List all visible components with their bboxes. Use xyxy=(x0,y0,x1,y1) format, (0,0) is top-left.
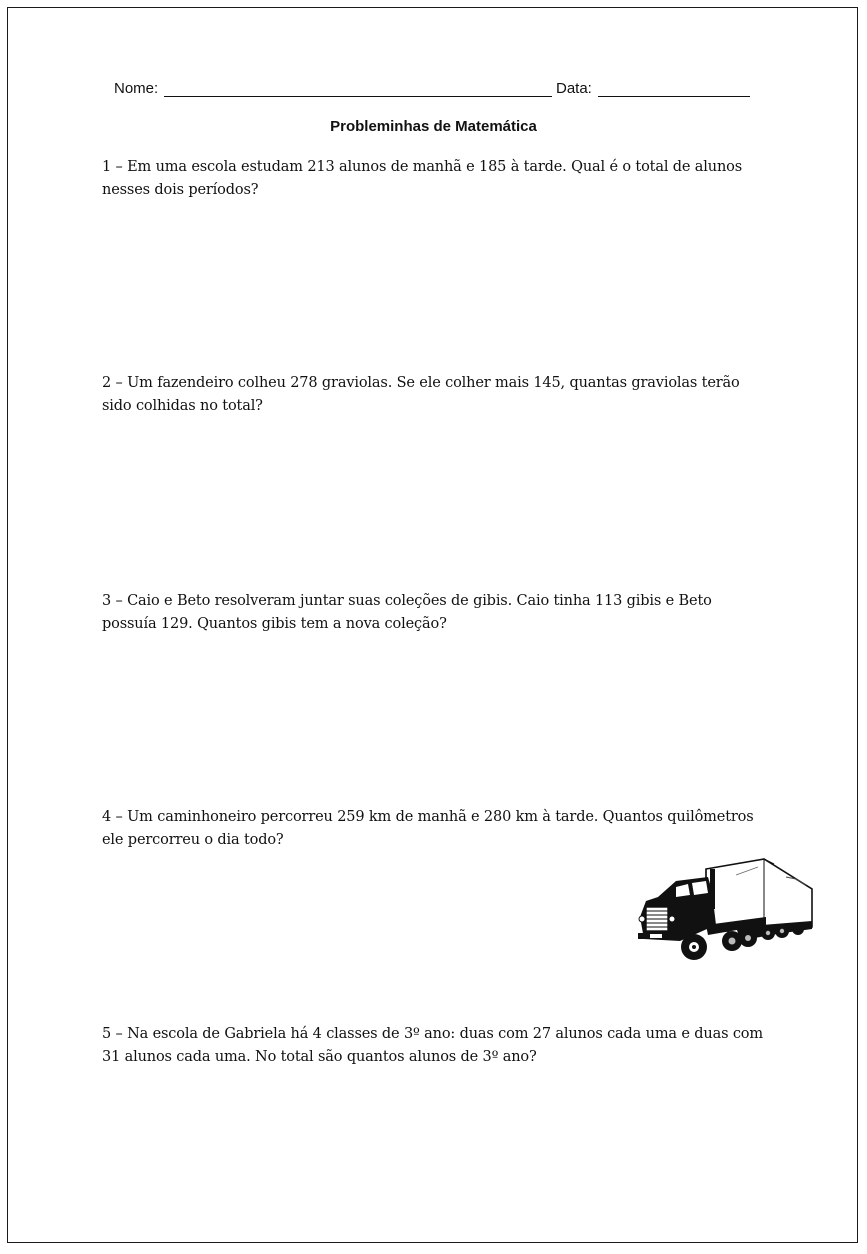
question-2 xyxy=(102,372,764,418)
date-field-line[interactable] xyxy=(598,96,750,97)
question-4 xyxy=(102,806,764,852)
question-2-line-1: 2 – Um fazendeiro colheu 278 graviolas. Se ele colher mais 145, quantas graviolas terão xyxy=(102,375,740,391)
question-5-line-2: 31 alunos cada uma. No total são quantos alunos de 3º ano? xyxy=(102,1049,537,1065)
header-fields xyxy=(114,78,754,100)
name-label: Nome: xyxy=(114,80,159,97)
name-field-line[interactable] xyxy=(164,96,552,97)
date-label: Data: xyxy=(556,80,592,97)
question-1-line-2: nesses dois períodos? xyxy=(102,182,259,198)
page-title: Probleminhas de Matemática xyxy=(330,118,537,135)
question-2-line-2: sido colhidas no total? xyxy=(102,398,263,414)
question-3-line-1: 3 – Caio e Beto resolveram juntar suas coleções de gibis. Caio tinha 113 gibis e Beto xyxy=(102,593,712,609)
question-3 xyxy=(102,590,764,636)
truck-icon xyxy=(636,855,814,967)
question-4-line-1: 4 – Um caminhoneiro percorreu 259 km de manhã e 280 km à tarde. Quantos quilômetros xyxy=(102,809,754,825)
question-4-line-2: ele percorreu o dia todo? xyxy=(102,832,284,848)
question-1 xyxy=(102,156,764,202)
question-5-line-1: 5 – Na escola de Gabriela há 4 classes de 3º ano: duas com 27 alunos cada uma e duas com xyxy=(102,1026,763,1042)
question-5 xyxy=(102,1023,764,1069)
question-3-line-2: possuía 129. Quantos gibis tem a nova coleção? xyxy=(102,616,447,632)
question-1-line-1: 1 – Em uma escola estudam 213 alunos de manhã e 185 à tarde. Qual é o total de alunos xyxy=(102,159,743,175)
